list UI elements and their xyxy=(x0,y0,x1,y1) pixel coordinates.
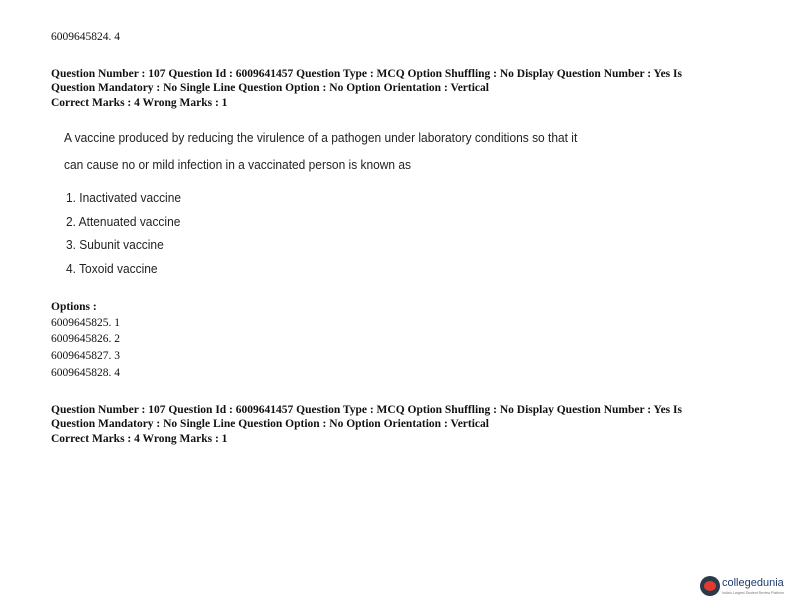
options-label: Options : xyxy=(51,301,97,313)
question-text xyxy=(64,124,579,178)
question-header-line2: Question Mandatory : No Single Line Question Option : No Option Orientation : Vertical xyxy=(51,418,489,430)
logo-icon xyxy=(700,576,720,596)
choice-4: 4. Toxoid vaccine xyxy=(66,260,158,276)
question-header-line2: Question Mandatory : No Single Line Question Option : No Option Orientation : Vertical xyxy=(51,82,489,94)
question-text-line2: can cause no or mild infection in a vaccinated person is known as xyxy=(64,157,412,172)
choice-2: 2. Attenuated vaccine xyxy=(66,213,181,229)
question-marks: Correct Marks : 4 Wrong Marks : 1 xyxy=(51,433,228,445)
previous-option-id: 6009645824. 4 xyxy=(51,31,120,43)
logo-tagline: India's Largest Student Review Platform xyxy=(722,591,785,595)
question-text-line1: A vaccine produced by reducing the virulence of a pathogen under laboratory conditions so that it xyxy=(64,130,578,145)
option-item: 6009645825. 1 xyxy=(51,317,120,329)
option-item: 6009645826. 2 xyxy=(51,333,120,345)
option-item: 6009645827. 3 xyxy=(51,350,120,362)
question-header-line1: Question Number : 107 Question Id : 6009641457 Question Type : MCQ Option Shuffling : No Display Question Number : Yes Is xyxy=(51,404,682,416)
option-item: 6009645828. 4 xyxy=(51,367,120,379)
answer-choices xyxy=(66,186,181,280)
question-header-line1: Question Number : 107 Question Id : 6009641457 Question Type : MCQ Option Shuffling : No Display Question Number : Yes Is xyxy=(51,68,682,80)
choice-3: 3. Subunit vaccine xyxy=(66,237,164,252)
choice-1: 1. Inactivated vaccine xyxy=(66,190,182,205)
collegedunia-logo xyxy=(700,572,788,602)
question-marks: Correct Marks : 4 Wrong Marks : 1 xyxy=(51,97,228,109)
logo-name: collegedunia xyxy=(722,577,784,589)
